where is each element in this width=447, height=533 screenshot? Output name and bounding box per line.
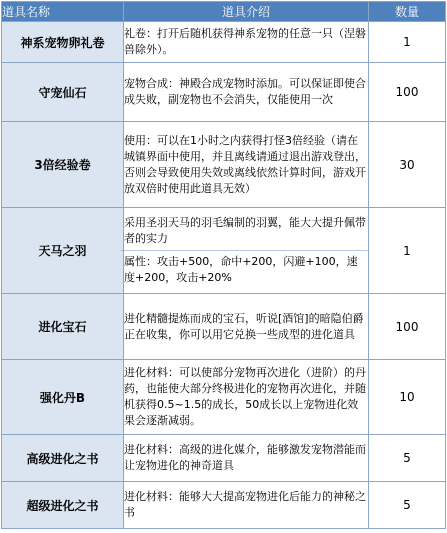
item-description-cell xyxy=(124,482,369,529)
item-name: 3倍经验卷 xyxy=(2,122,124,208)
item-description-cell xyxy=(124,208,369,294)
table-row xyxy=(2,63,446,122)
table-row xyxy=(2,360,446,435)
item-quantity: 1 xyxy=(369,208,446,294)
item-description-cell xyxy=(124,122,369,208)
item-description: 使用：可以在1小时之内获得打怪3倍经验（请在城镇界面中使用，并且离线请通过退出游戏登出，否则会导致使用失效或离线依然计算时间，游戏开放双倍时使用此道具无效） xyxy=(124,133,366,195)
item-description: 礼卷：打开后随机获得神系宠物的任意一只（涅磐兽除外）。 xyxy=(124,27,366,56)
item-quantity: 30 xyxy=(369,122,446,208)
item-description: 宠物合成：神殿合成宠物时添加。可以保证即使合成失败，副宠物也不会消失，仅能使用一次 xyxy=(124,77,366,106)
item-quantity: 5 xyxy=(369,482,446,529)
item-description: 采用圣羽天马的羽毛编制的羽翼，能大大提升佩带者的实力 xyxy=(124,216,366,245)
item-description-cell xyxy=(124,294,369,360)
item-quantity: 100 xyxy=(369,294,446,360)
item-name: 进化宝石 xyxy=(2,294,124,360)
table-row xyxy=(2,22,446,63)
table-row xyxy=(2,482,446,529)
item-name: 超级进化之书 xyxy=(2,482,124,529)
table-row xyxy=(2,435,446,482)
item-name: 强化丹B xyxy=(2,360,124,435)
header-description: 道具介绍 xyxy=(124,2,369,22)
item-description-cell xyxy=(124,435,369,482)
item-quantity: 100 xyxy=(369,63,446,122)
item-name: 神系宠物卵礼卷 xyxy=(2,22,124,63)
item-description: 进化材料：可以使部分宠物再次进化（进阶）的丹药，也能使大部分终极进化的宠物再次进化，并随机获得0.5~1.5的成长，50成长以上宠物进化效果会逐渐减弱。 xyxy=(124,366,366,427)
item-description: 进化材料：能够大大提高宠物进化后能力的神秘之书 xyxy=(124,490,366,519)
item-table xyxy=(1,1,446,529)
item-name: 守宠仙石 xyxy=(2,63,124,122)
item-description-cell xyxy=(124,360,369,435)
table-row xyxy=(2,122,446,208)
item-quantity: 10 xyxy=(369,360,446,435)
item-quantity: 5 xyxy=(369,435,446,482)
header-name: 道具名称 xyxy=(2,2,124,22)
item-description-cell xyxy=(124,63,369,122)
table-row xyxy=(2,294,446,360)
item-description-cell xyxy=(124,22,369,63)
item-quantity: 1 xyxy=(369,22,446,63)
item-attribute: 属性：攻击+500，命中+200，闪避+100，速度+200，攻击+20% xyxy=(120,250,372,286)
table-row xyxy=(2,208,446,294)
item-name: 天马之羽 xyxy=(2,208,124,294)
header-quantity: 数量 xyxy=(369,2,446,22)
item-name: 高级进化之书 xyxy=(2,435,124,482)
item-description: 进化精髓提炼而成的宝石，听说[酒馆]的暗隐伯爵正在收集，你可以用它兑换一些成型的进化道具 xyxy=(124,311,364,341)
item-description: 进化材料：高级的进化媒介，能够激发宠物潜能而让宠物进化的神奇道具 xyxy=(124,443,366,472)
header-row xyxy=(2,2,446,22)
